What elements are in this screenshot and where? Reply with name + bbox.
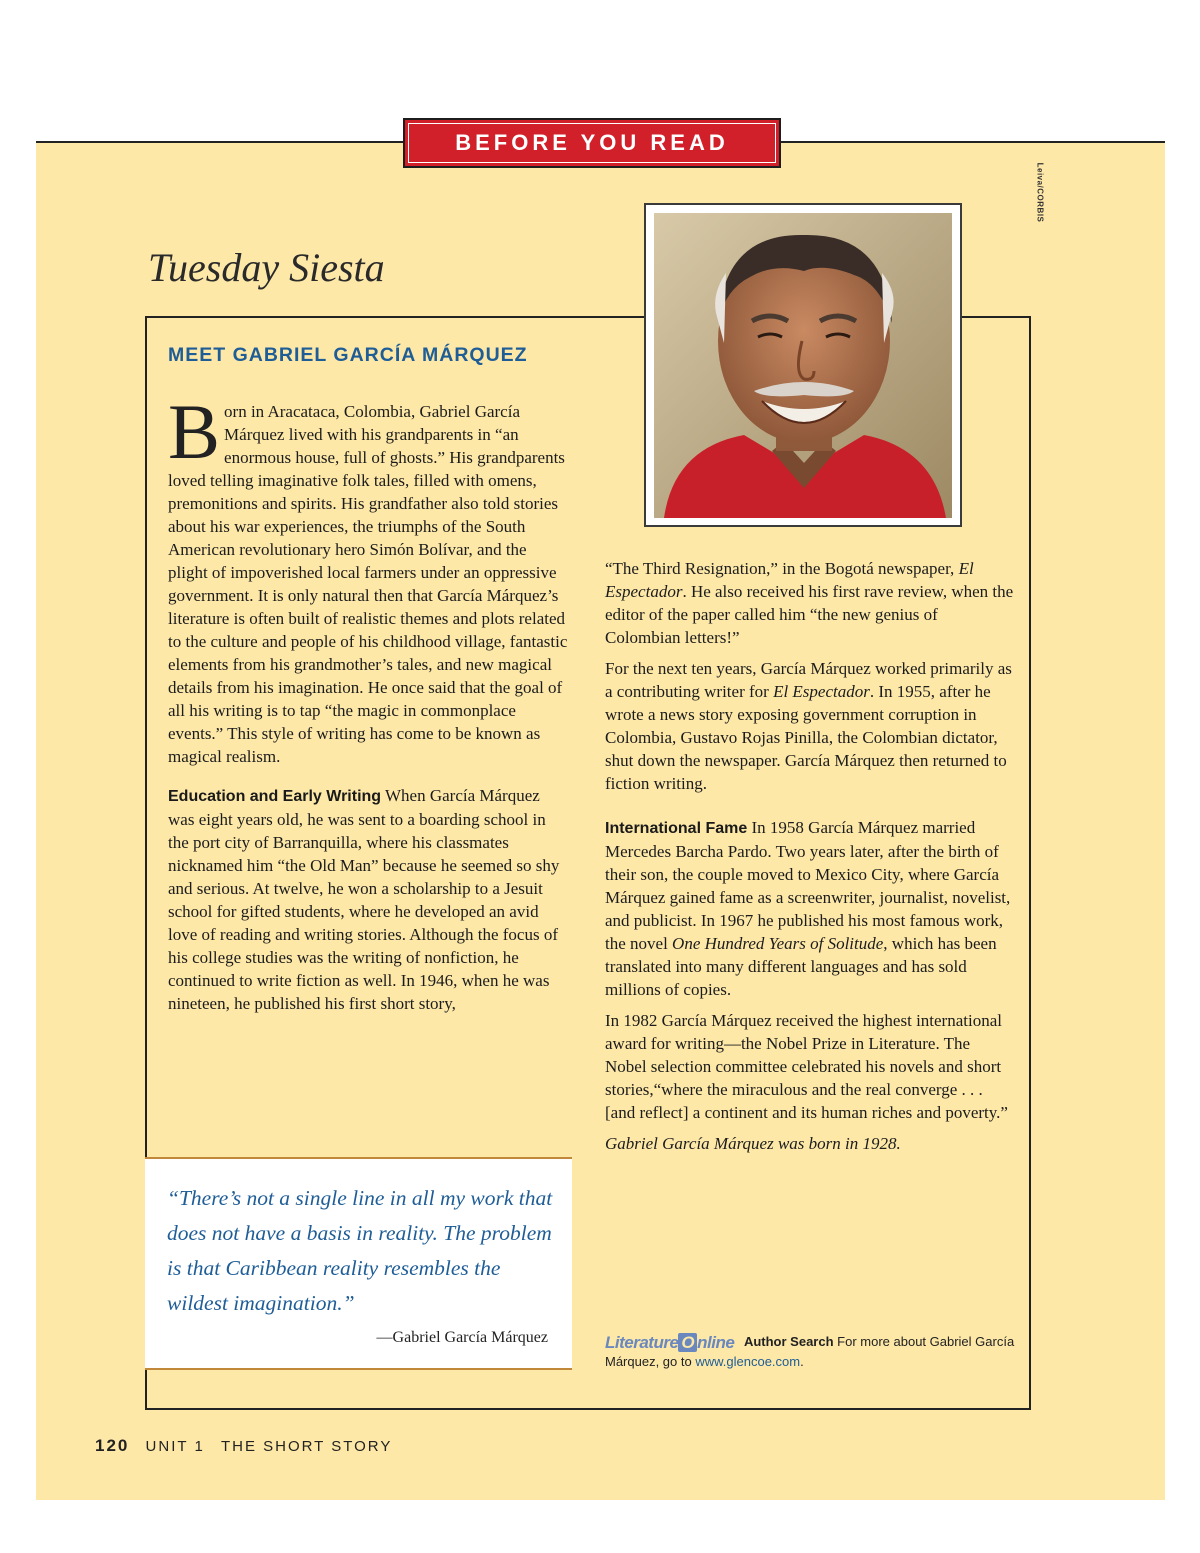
story-title: Tuesday Siesta xyxy=(148,245,385,290)
author-photo xyxy=(654,213,952,518)
text-run: . He also received his first rave review, when the editor of the paper called him “the new genius of Colombian letters!” xyxy=(605,582,1014,647)
author-photo-frame xyxy=(644,203,962,527)
text-run: For the next ten years, García Márquez worked primarily as a contributing writer for xyxy=(605,659,1012,701)
pull-quote-box xyxy=(145,1157,572,1370)
newspaper-title: El Espectador xyxy=(773,682,870,701)
author-search-label: Author Search xyxy=(743,1334,834,1349)
author-portrait-image xyxy=(654,213,952,518)
page-number: 120 xyxy=(95,1436,130,1455)
glencoe-link[interactable]: www.glencoe.com xyxy=(695,1354,801,1370)
text-run: , which has been translated into many different languages and has sold millions of copies. xyxy=(605,934,997,999)
pull-quote-text: “There’s not a single line in all my work that does not have a basis in reality. The problem is that Caribbean reality resembles the wildest imagination.” xyxy=(167,1186,553,1315)
bio-paragraph-nobel: In 1982 García Márquez received the highest international award for writing—the Nobel Prize in Literature. The Nobel selection committee celebrated his novels and short stories,“where the miraculous and the real converge . . . [and reflect] a continent and its human riches and poverty.” xyxy=(605,1011,1008,1122)
banner-label: BEFORE YOU READ xyxy=(455,130,729,155)
pull-quote-attribution: —Gabriel García Márquez xyxy=(376,1329,548,1346)
text-run: “The Third Resignation,” in the Bogotá newspaper, xyxy=(605,559,959,578)
bio-intro-text: orn in Aracataca, Colombia, Gabriel García Márquez lived with his grandparents in “an enormous house, full of ghosts.” His grandparents loved telling imaginative folk tales, filled with omens, premonitions and spirits. His grandfather also told stories about his war experiences, the triumphs of the South American revolutionary hero Simón Bolívar, and the plight of impoverished local farmers under an oppressive government. It is only natural then that García Márquez’s literature is often built of realistic themes and plots related to the culture and people of his childhood village, fantastic elements from his grandmother’s tales, and new magical details from his imagination. He once said that the goal of all his writing is to tap “the magic in commonplace events.” This style of writing has come to be known as magical realism. xyxy=(168,402,568,766)
drop-cap: B xyxy=(168,388,221,475)
before-you-read-banner xyxy=(403,118,781,168)
logo-text-online: nline xyxy=(697,1333,735,1353)
logo-online-badge: O xyxy=(678,1333,697,1352)
bio-paragraph-fame xyxy=(605,816,1015,1001)
section-heading: MEET GABRIEL GARCÍA MÁRQUEZ xyxy=(168,344,528,366)
education-text: When García Márquez was eight years old, he was sent to a boarding school in the port city of Barranquilla, where his classmates nicknamed him “the Old Man” because he seemed so shy and serious. At twelve, he won a scholarship to a Jesuit school for gifted students, where he developed an avid love of reading and writing stories. Although the focus of his college studies was the writing of nonfiction, he continued to write fiction as well. In 1946, when he was nineteen, he published his first short story, xyxy=(168,786,560,1013)
photo-credit-text: Leiva/CORBIS xyxy=(1035,162,1045,223)
literature-online-logo xyxy=(605,1333,734,1352)
text-run: In 1958 García Márquez married Mercedes Barcha Pardo. Two years later, after the birth of their son, the couple moved to Mexico City, where García Márquez gained fame as a screenwriter, journalist, novelist, and publicist. In 1967 he published his most famous work, the novel xyxy=(605,818,1011,953)
footer-unit: UNIT 1 xyxy=(145,1438,205,1455)
bio-column-right xyxy=(605,557,1015,1155)
newspaper-title: El Espectador xyxy=(605,559,974,601)
literature-online-box xyxy=(605,1332,1025,1371)
novel-title: One Hundred Years of Solitude xyxy=(672,934,884,953)
bio-paragraph-education xyxy=(168,784,568,1015)
subheading-education: Education and Early Writing xyxy=(168,788,382,805)
birth-note: Gabriel García Márquez was born in 1928. xyxy=(605,1134,901,1153)
bio-paragraph-intro xyxy=(168,388,568,768)
logo-text: Literature xyxy=(605,1333,679,1353)
bio-column-left xyxy=(168,388,568,1015)
subheading-fame: International Fame xyxy=(605,820,748,837)
footer-section: THE SHORT STORY xyxy=(220,1438,393,1455)
author-search-text: For more about Gabriel García Márquez, go to xyxy=(605,1334,1015,1370)
photo-credit xyxy=(1035,160,1052,230)
bio-paragraph-writer xyxy=(605,657,1015,795)
page-footer xyxy=(95,1436,392,1456)
text-run: . xyxy=(800,1354,804,1370)
text-run: . In 1955, after he wrote a news story exposing government corruption in Colombia, Gustavo Rojas Pinilla, the Colombian dictator, shut down the newspaper. García Márquez then returned to fiction writing. xyxy=(605,682,1007,793)
bio-paragraph-first-story xyxy=(605,557,1015,649)
